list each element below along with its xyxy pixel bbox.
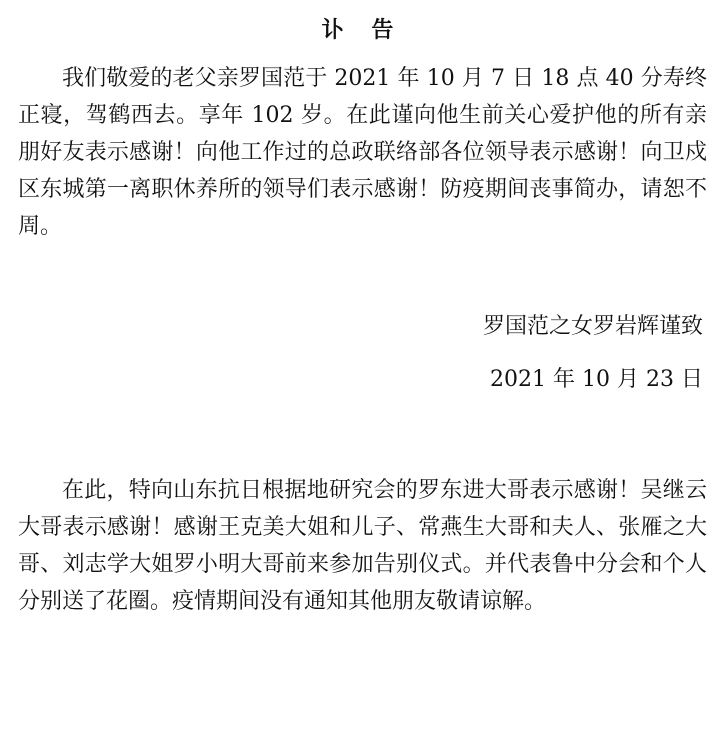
- obituary-paragraph: 我们敬爱的老父亲罗国范于 2021 年 10 月 7 日 18 点 40 分寿终正寝，驾鹤西去。享年 102 岁。在此谨向他生前关心爱护他的所有亲朋好友表示感谢！向他工作过的总政联络部各位领导表示感谢！向卫戍区东城第一离职休养所的领导们表示感谢！防疫期间丧事简办，请恕不周。: [18, 66, 707, 239]
- thanks-paragraph: 在此，特向山东抗日根据地研究会的罗东进大哥表示感谢！吴继云大哥表示感谢！感谢王克美大姐和儿子、常燕生大哥和夫人、张雁之大哥、刘志学大姐罗小明大哥前来参加告别仪式。并代表鲁中分会和个人分别送了花圈。疫情期间没有通知其他朋友敬请谅解。: [18, 478, 707, 614]
- signature-date: 2021 年 10 月 23 日: [490, 367, 703, 392]
- page-title: 讣 告: [321, 17, 404, 43]
- signature: 罗国范之女罗岩辉谨致: [482, 314, 703, 339]
